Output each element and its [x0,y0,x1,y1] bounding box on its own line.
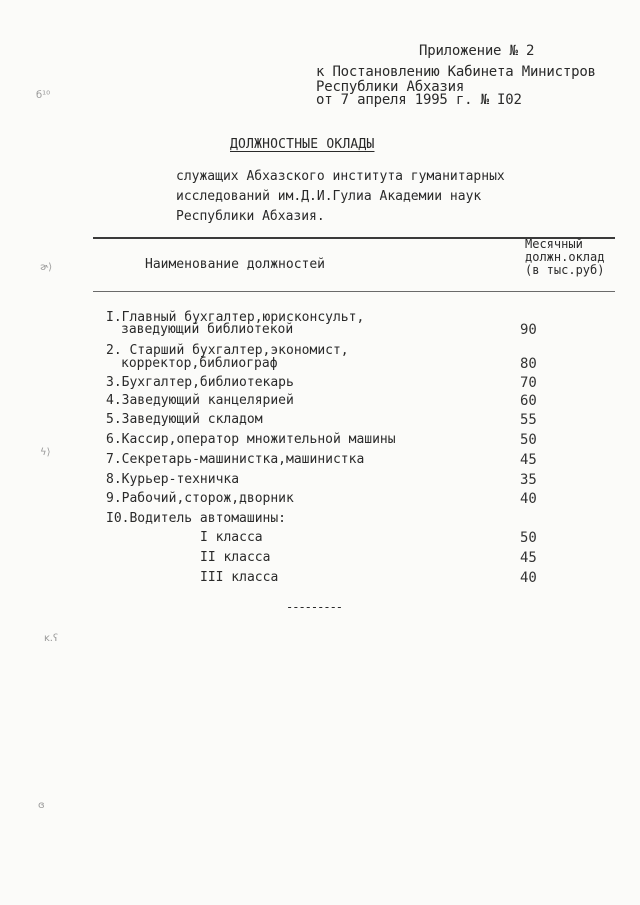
table-row-6-value: 50 [520,432,537,448]
table-row-12-value: 45 [520,550,537,566]
subtitle-line-2: исследований им.Д.И.Гулиа Академии наук [176,189,482,204]
margin-mark: б¹⁰ [36,90,51,101]
margin-mark: ĸ.ʕ [44,633,59,644]
table-row-7-value: 45 [520,452,537,468]
margin-mark: ɚ⟩ [40,262,53,273]
table-row-6-text: 6.Кассир,оператор множительной машины [106,432,396,447]
resolution-date: от 7 апреля 1995 г. № I02 [316,92,522,108]
table-row-3-text: 3.Бухгалтер,библиотекарь [106,375,294,390]
table-row-7-text: 7.Секретарь-машинистка,машинистка [106,452,365,467]
table-row-1-value: 90 [520,322,537,338]
table-row-4-text: 4.Заведующий канцелярией [106,393,294,408]
table-row-4-value: 60 [520,393,537,409]
table-row-8-value: 35 [520,472,537,488]
column-header-name: Наименование должностей [145,257,326,272]
table-row-12-text: II класса [200,550,271,565]
table-row-2-text: 2. Старший бухгалтер,экономист, [106,343,349,358]
appendix-label: Приложение № 2 [419,43,535,59]
table-row-9-value: 40 [520,491,537,507]
table-header-rule [93,291,615,292]
salary-header-line-1: Месячный [525,237,583,251]
table-row-5-text: 5.Заведующий складом [106,412,263,427]
table-row-5-value: 55 [520,412,537,428]
subtitle-line-3: Республики Абхазия. [176,209,325,224]
salary-header-line-3: (в тыс.руб) [525,263,605,277]
table-row-2-value: 80 [520,356,537,372]
table-row-13-value: 40 [520,570,537,586]
table-row-11-value: 50 [520,530,537,546]
republic-name: Республики Абхазия [316,79,465,95]
table-row-2-text-cont: корректор,библиограф [121,356,278,371]
subtitle-line-1: служащих Абхазского института гуманитарных [176,169,505,184]
table-row-9-text: 9.Рабочий,сторож,дворник [106,491,294,506]
table-row-8-text: 8.Курьер-техничка [106,472,240,487]
margin-mark: ɞ [38,800,45,811]
table-row-1-text: I.Главный бухгалтер,юрисконсульт, [106,310,365,325]
resolution-ref: к Постановлению Кабинета Министров [316,64,596,80]
table-row-10-text: I0.Водитель автомашины: [106,511,287,526]
end-mark: --------- [286,600,343,614]
table-row-13-text: III класса [200,570,279,585]
document-title: ДОЛЖНОСТНЫЕ ОКЛАДЫ [230,137,375,152]
table-row-3-value: 70 [520,375,537,391]
column-header-salary [525,238,604,277]
salary-header-line-2: должн.оклад [525,250,605,264]
margin-mark: ϟ⟩ [40,447,51,458]
table-row-11-text: I класса [200,530,263,545]
table-row-1-text-cont: заведующий библиотекой [121,322,294,337]
